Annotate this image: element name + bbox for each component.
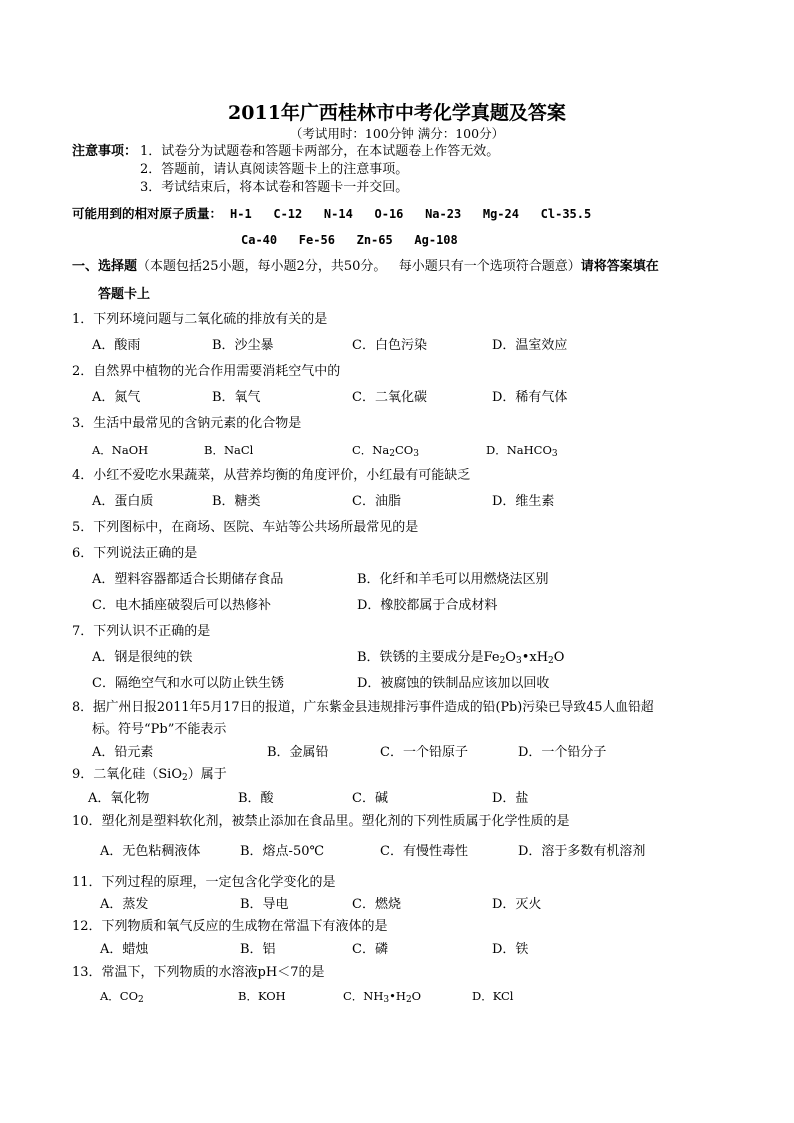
q7-option-b: B．铁锈的主要成分是$Fe_2O_3•xH_2O$ bbox=[357, 650, 565, 666]
q9-option-c: C．碱 bbox=[352, 791, 388, 806]
question-9: 9．二氧化硅（SiO$_2$）属于 bbox=[72, 767, 227, 783]
atomic-mass-line1: H-1 C-12 N-14 O-16 Na-23 Mg-24 Cl-35.5 bbox=[230, 207, 592, 221]
q8-option-c: C．一个铅原子 bbox=[380, 745, 468, 760]
q11-option-c: C．燃烧 bbox=[352, 897, 401, 912]
q6-option-c: C．电木插座破裂后可以热修补 bbox=[92, 598, 271, 613]
question-3: 3．生活中最常见的含钠元素的化合物是 bbox=[72, 416, 302, 431]
q2-option-a: A．氮气 bbox=[92, 390, 141, 405]
q10-option-a: A．无色粘稠液体 bbox=[100, 844, 201, 859]
page-title: 2011年广西桂林市中考化学真题及答案 bbox=[228, 102, 566, 124]
section-instruction: 请将答案填在 bbox=[580, 259, 659, 274]
q4-option-b: B．糖类 bbox=[212, 494, 261, 509]
q11-option-d: D．灭火 bbox=[492, 897, 542, 912]
question-11: 11．下列过程的原理，一定包含化学变化的是 bbox=[72, 875, 336, 890]
atomic-mass-line2: Ca-40 Fe-56 Zn-65 Ag-108 bbox=[241, 233, 458, 247]
q4-option-d: D．维生素 bbox=[492, 494, 555, 509]
section-instruction-cont: 答题卡上 bbox=[98, 287, 151, 302]
q6-option-d: D．橡胶都属于合成材料 bbox=[357, 598, 498, 613]
q1-option-a: A．酸雨 bbox=[92, 338, 141, 353]
q8-option-d: D．一个铅分子 bbox=[518, 745, 607, 760]
note-item: 1．试卷分为试题卷和答题卡两部分，在本试题卷上作答无效。 bbox=[140, 144, 500, 159]
question-6: 6．下列说法正确的是 bbox=[72, 546, 198, 561]
q12-option-d: D．铁 bbox=[492, 942, 529, 957]
question-4: 4．小红不爱吃水果蔬菜，从营养均衡的角度评价，小红最有可能缺乏 bbox=[72, 468, 471, 483]
q2-option-b: B．氧气 bbox=[212, 390, 261, 405]
question-12: 12．下列物质和氧气反应的生成物在常温下有液体的是 bbox=[72, 919, 388, 934]
q2-option-d: D．稀有气体 bbox=[492, 390, 568, 405]
q11-option-a: A．蒸发 bbox=[100, 897, 149, 912]
question-7: 7．下列认识不正确的是 bbox=[72, 624, 211, 639]
q9-option-d: D．盐 bbox=[492, 791, 529, 806]
note-item: 3．考试结束后，将本试卷和答题卡一并交回。 bbox=[140, 180, 409, 195]
q3-option-a: A．NaOH bbox=[92, 443, 149, 457]
q13-option-a: A．$CO_2$ bbox=[100, 989, 144, 1005]
q1-option-b: B．沙尘暴 bbox=[212, 338, 274, 353]
q8-option-a: A．铅元素 bbox=[92, 745, 154, 760]
q12-option-a: A．蜡烛 bbox=[100, 942, 149, 957]
q10-option-b: B．熔点-50℃ bbox=[240, 844, 325, 859]
q13-option-d: D．KCl bbox=[472, 989, 514, 1003]
question-2: 2．自然界中植物的光合作用需要消耗空气中的 bbox=[72, 364, 341, 379]
q2-option-c: C．二氧化碳 bbox=[352, 390, 427, 405]
q1-option-c: C．白色污染 bbox=[352, 338, 427, 353]
q8-option-b: B．金属铅 bbox=[267, 745, 329, 760]
q7-option-c: C．隔绝空气和水可以防止铁生锈 bbox=[92, 676, 284, 691]
question-5: 5．下列图标中，在商场、医院、车站等公共场所最常见的是 bbox=[72, 520, 419, 535]
q3-option-d: D．NaHCO$_3$ bbox=[486, 443, 558, 459]
q3-option-b: B．NaCl bbox=[204, 443, 254, 457]
section-title: 一、选择题 bbox=[72, 259, 138, 274]
q10-option-d: D．溶于多数有机溶剂 bbox=[518, 844, 646, 859]
atomic-mass-label: 可能用到的相对原子质量： bbox=[72, 206, 223, 221]
q9-option-a: A．氧化物 bbox=[88, 791, 150, 806]
question-10: 10．塑化剂是塑料软化剂，被禁止添加在食品里。塑化剂的下列性质属于化学性质的是 bbox=[72, 814, 570, 829]
question-13: 13．常温下，下列物质的水溶液pH＜7的是 bbox=[72, 965, 325, 980]
question-8-cont: 标。符号“Pb”不能表示 bbox=[92, 722, 227, 737]
section-desc: （本题包括25小题，每小题2分，共50分。 每小题只有一个选项符合题意） bbox=[137, 259, 581, 274]
q4-option-c: C．油脂 bbox=[352, 494, 401, 509]
q12-option-c: C．磷 bbox=[352, 942, 388, 957]
q6-option-a: A．塑料容器都适合长期储存食品 bbox=[92, 572, 284, 587]
q3-option-c: C．$Na_2CO_3$ bbox=[352, 443, 419, 459]
section-heading bbox=[72, 258, 659, 276]
notes-label: 注意事项： bbox=[72, 144, 138, 159]
q10-option-c: C．有慢性毒性 bbox=[380, 844, 468, 859]
exam-info: （考试用时：100分钟 满分：100分） bbox=[289, 126, 505, 141]
question-8: 8．据广州日报2011年5月17日的报道，广东紫金县违规排污事件造成的铅(Pb)污染已导致45人血铅超 bbox=[72, 700, 654, 715]
q11-option-b: B．导电 bbox=[240, 897, 289, 912]
q6-option-b: B．化纤和羊毛可以用燃烧法区别 bbox=[357, 572, 549, 587]
q13-option-c: C．$NH_3•H_2O$ bbox=[343, 989, 422, 1005]
note-item: 2．答题前，请认真阅读答题卡上的注意事项。 bbox=[140, 162, 409, 177]
q4-option-a: A．蛋白质 bbox=[92, 494, 154, 509]
q1-option-d: D．温室效应 bbox=[492, 338, 568, 353]
question-1: 1．下列环境问题与二氧化硫的排放有关的是 bbox=[72, 312, 328, 327]
q12-option-b: B．铝 bbox=[240, 942, 276, 957]
q9-option-b: B．酸 bbox=[238, 791, 274, 806]
q7-option-a: A．钢是很纯的铁 bbox=[92, 650, 193, 665]
q7-option-d: D．被腐蚀的铁制品应该加以回收 bbox=[357, 676, 550, 691]
q13-option-b: B．KOH bbox=[238, 989, 286, 1003]
